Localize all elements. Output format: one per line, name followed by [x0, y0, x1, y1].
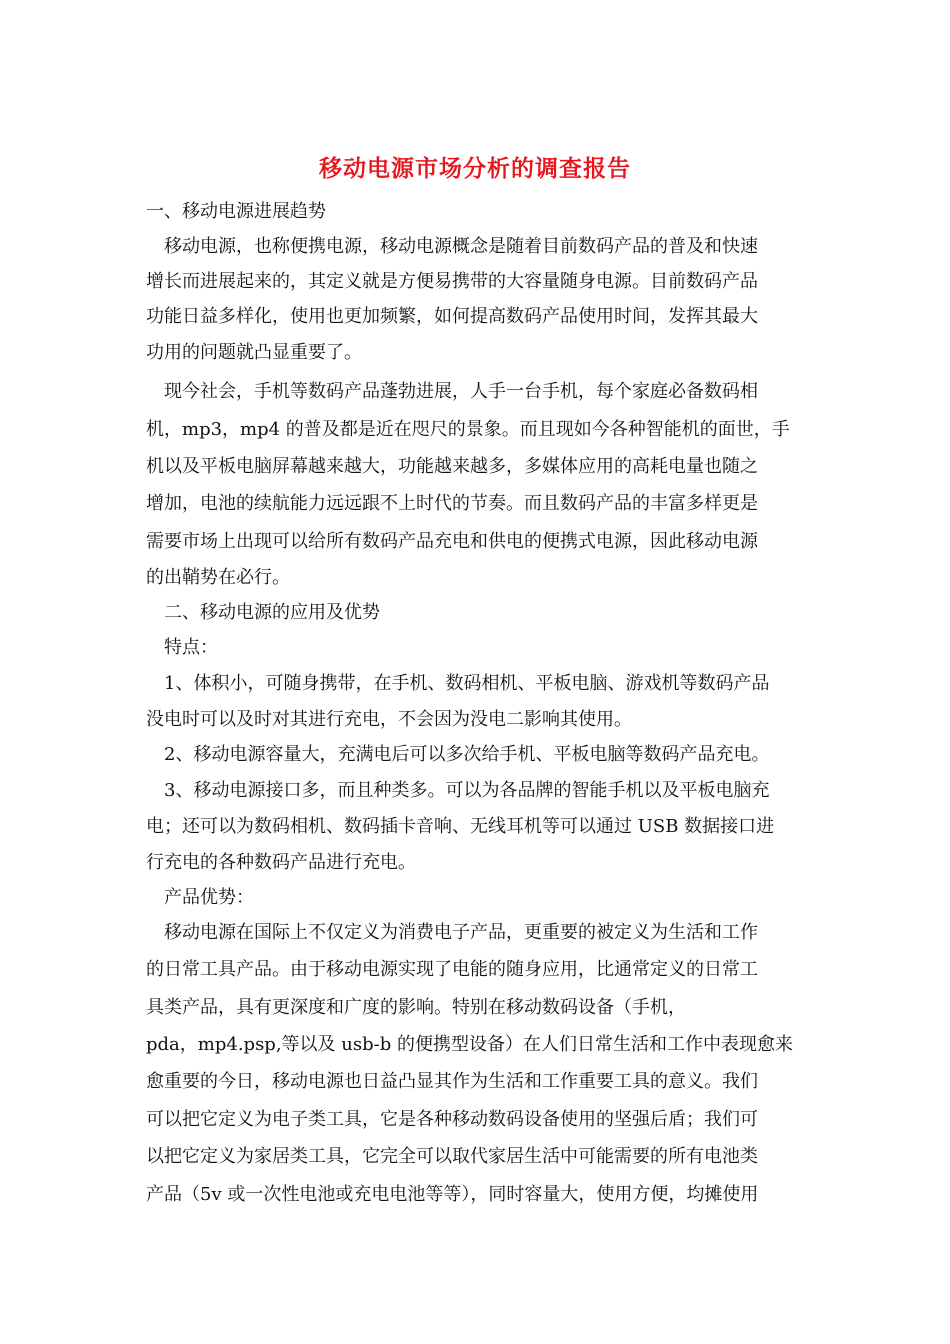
text-line: 愈重要的今日，移动电源也日益凸显其作为生活和工作重要工具的意义。我们 — [146, 1071, 758, 1092]
text-line: 功用的问题就凸显重要了。 — [146, 342, 362, 363]
text-line: 现今社会，手机等数码产品蓬勃进展，人手一台手机，每个家庭必备数码相 — [146, 381, 758, 402]
text-line: 增长而进展起来的，其定义就是方便易携带的大容量随身电源。目前数码产品 — [146, 271, 758, 292]
text-line: 功能日益多样化，使用也更加频繁，如何提高数码产品使用时间，发挥其最大 — [146, 306, 758, 327]
text-line: pda，mp4.psp,等以及 usb-b 的便携型设备）在人们日常生活和工作中表现愈来 — [146, 1034, 793, 1055]
text-line: 的日常工具产品。由于移动电源实现了电能的随身应用，比通常定义的日常工 — [146, 959, 758, 980]
text-line: 需要市场上出现可以给所有数码产品充电和供电的便携式电源，因此移动电源 — [146, 531, 758, 552]
text-line: 移动电源，也称便携电源，移动电源概念是随着目前数码产品的普及和快速 — [146, 236, 758, 257]
subheading-advantages: 产品优势： — [146, 887, 254, 908]
subheading-features: 特点： — [146, 637, 218, 658]
text-line: 行充电的各种数码产品进行充电。 — [146, 852, 416, 873]
text-line: 1、体积小，可随身携带，在手机、数码相机、平板电脑、游戏机等数码产品 — [146, 673, 770, 694]
text-line: 机以及平板电脑屏幕越来越大，功能越来越多，多媒体应用的高耗电量也随之 — [146, 456, 758, 477]
text-line: 以把它定义为家居类工具，它完全可以取代家居生活中可能需要的所有电池类 — [146, 1146, 758, 1167]
text-line: 产品（5v 或一次性电池或充电电池等等），同时容量大，使用方便，均摊使用 — [146, 1184, 759, 1205]
text-line: 没电时可以及时对其进行充电，不会因为没电二影响其使用。 — [146, 709, 632, 730]
section-heading-2: 二、移动电源的应用及优势 — [146, 602, 380, 623]
text-line: 2、移动电源容量大，充满电后可以多次给手机、平板电脑等数码产品充电。 — [146, 744, 770, 765]
section-heading-1: 一、移动电源进展趋势 — [146, 201, 326, 222]
text-line: 增加，电池的续航能力远远跟不上时代的节奏。而且数码产品的丰富多样更是 — [146, 493, 758, 514]
text-line: 移动电源在国际上不仅定义为消费电子产品，更重要的被定义为生活和工作 — [146, 922, 758, 943]
text-line: 可以把它定义为电子类工具，它是各种移动数码设备使用的坚强后盾；我们可 — [146, 1109, 758, 1130]
document-title: 移动电源市场分析的调查报告 — [319, 156, 631, 182]
text-line: 的出鞘势在必行。 — [146, 567, 290, 588]
text-line: 3、移动电源接口多，而且种类多。可以为各品牌的智能手机以及平板电脑充 — [146, 780, 770, 801]
text-line: 电；还可以为数码相机、数码插卡音响、无线耳机等可以通过 USB 数据接口进 — [146, 816, 775, 837]
text-line: 机，mp3，mp4 的普及都是近在咫尺的景象。而且现如今各种智能机的面世，手 — [146, 419, 790, 440]
text-line: 具类产品，具有更深度和广度的影响。特别在移动数码设备（手机， — [146, 997, 686, 1018]
